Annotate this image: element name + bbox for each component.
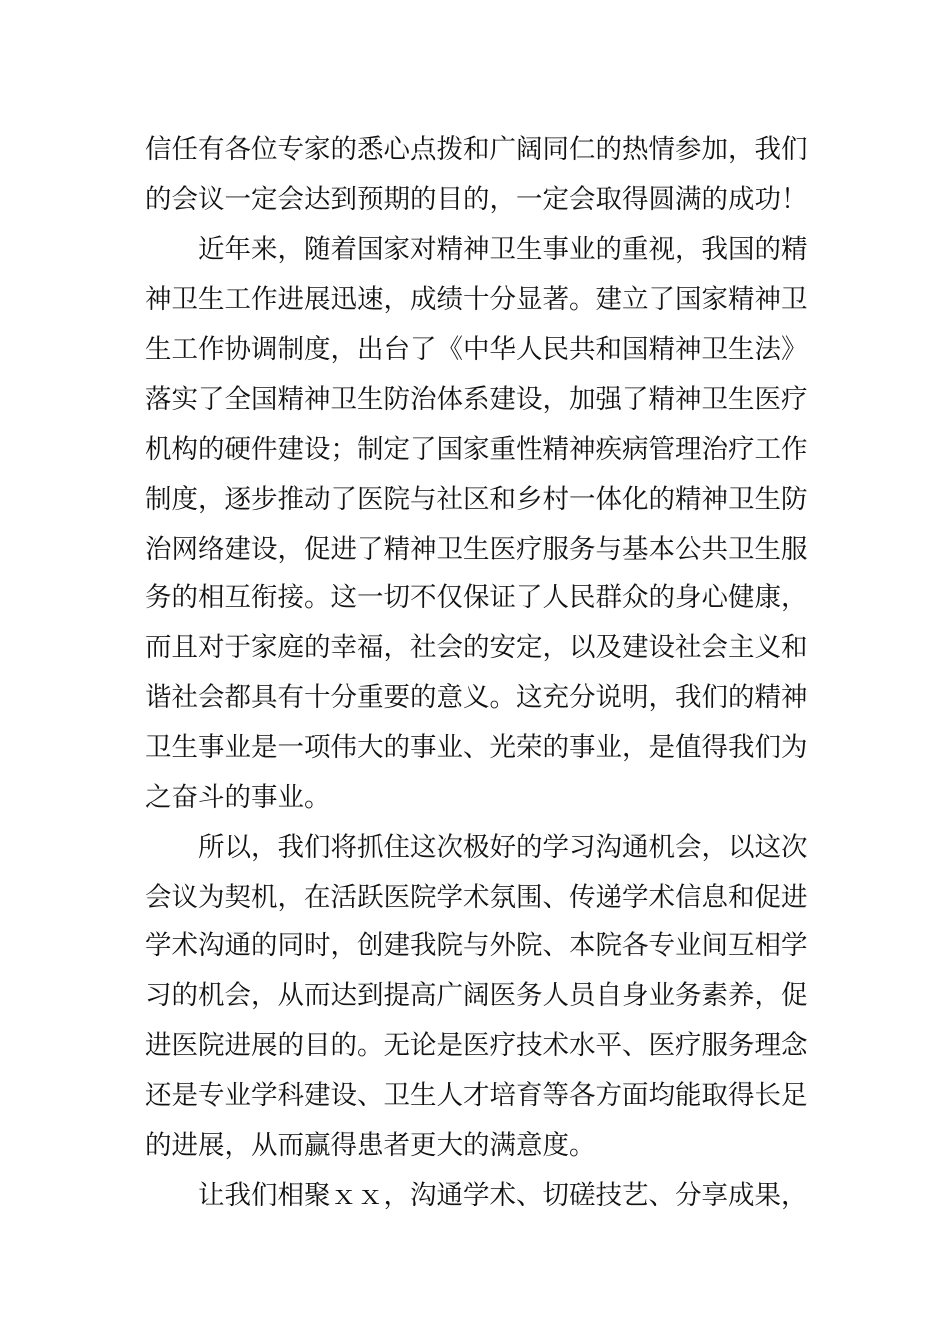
- text-line: 之奋斗的事业。: [145, 782, 331, 813]
- text-line: 会议为契机，在活跃医院学术氛围、传递学术信息和促进: [145, 882, 808, 913]
- text-line: 生工作协调制度，出台了《中华人民共和国精神卫生法》: [145, 334, 808, 365]
- text-line: 进医院进展的目的。无论是医疗技术水平、医疗服务理念: [145, 1030, 808, 1061]
- text-line: 谐社会都具有十分重要的意义。这充分说明，我们的精神: [145, 682, 808, 713]
- paragraph-first-line: 所以，我们将抓住这次极好的学习沟通机会，以这次: [198, 832, 808, 863]
- text-line: 机构的硬件建设；制定了国家重性精神疾病管理治疗工作: [145, 434, 808, 465]
- text-line: 务的相互衔接。这一切不仅保证了人民群众的身心健康，: [145, 582, 808, 613]
- text-line: 的会议一定会达到预期的目的，一定会取得圆满的成功！: [145, 184, 808, 215]
- text-line: 而且对于家庭的幸福，社会的安定，以及建设社会主义和: [145, 632, 808, 663]
- text-line: 习的机会，从而达到提高广阔医务人员自身业务素养，促: [145, 980, 808, 1011]
- text-line: 治网络建设，促进了精神卫生医疗服务与基本公共卫生服: [145, 534, 808, 565]
- text-line: 卫生事业是一项伟大的事业、光荣的事业，是值得我们为: [145, 732, 808, 763]
- paragraph-first-line: 让我们相聚ｘｘ，沟通学术、切磋技艺、分享成果，: [198, 1180, 808, 1211]
- text-line: 学术沟通的同时，创建我院与外院、本院各专业间互相学: [145, 930, 808, 961]
- text-line: 制度，逐步推动了医院与社区和乡村一体化的精神卫生防: [145, 484, 808, 515]
- text-line: 神卫生工作进展迅速，成绩十分显著。建立了国家精神卫: [145, 284, 808, 315]
- paragraph-first-line: 近年来，随着国家对精神卫生事业的重视，我国的精: [198, 234, 808, 265]
- text-line: 落实了全国精神卫生防治体系建设，加强了精神卫生医疗: [145, 384, 808, 415]
- text-line: 的进展，从而赢得患者更大的满意度。: [145, 1130, 596, 1161]
- text-line: 还是专业学科建设、卫生人才培育等各方面均能取得长足: [145, 1080, 808, 1111]
- text-line: 信任有各位专家的悉心点拨和广阔同仁的热情参加，我们: [145, 134, 808, 165]
